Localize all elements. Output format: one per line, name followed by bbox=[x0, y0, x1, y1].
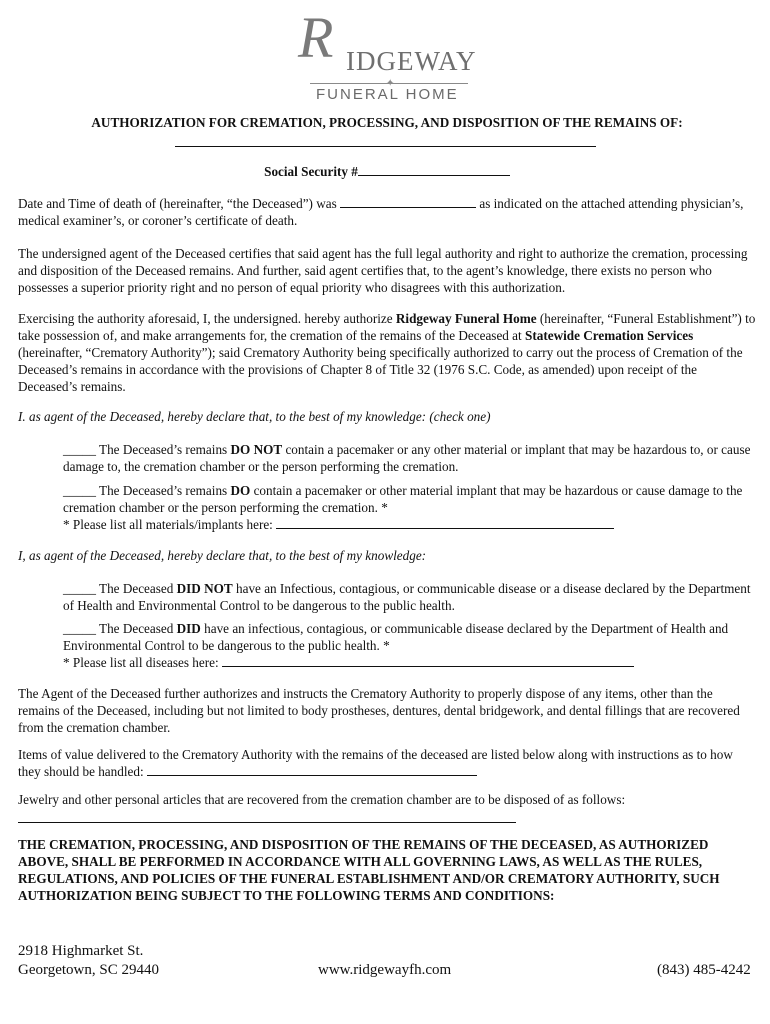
terms-paragraph: THE CREMATION, PROCESSING, AND DISPOSITION OF THE REMAINS OF THE DECEASED, AS AUTHORIZED ABOVE, SHALL BE PERFORMED IN ACCORDANCE WITH ALL GOVERNING LAWS, AS WELL AS THE RULES, REGULATIONS, AND POLICIES OF THE FUNERAL ESTABLISHMENT AND/OR CREMATORY AUTHORITY, SUCH AUTHORIZATION BEING SUBJECT TO THE FOLLOWING TERMS AND CONDITIONS: bbox=[18, 837, 720, 903]
option-emphasis: DID bbox=[176, 621, 201, 636]
logo-initial: R bbox=[298, 5, 334, 70]
footer-street: 2918 Highmarket St. bbox=[18, 943, 144, 959]
footer-phone: (843) 485-4242 bbox=[657, 962, 751, 978]
jewelry-instructions-field[interactable] bbox=[18, 822, 516, 823]
footer-city: Georgetown, SC 29440 bbox=[18, 962, 159, 978]
footer-website[interactable]: www.ridgewayfh.com bbox=[318, 962, 452, 978]
funeral-home-name: Ridgeway Funeral Home bbox=[395, 311, 537, 326]
pacemaker-option-do-not bbox=[63, 441, 755, 475]
disease-did-not-checkbox[interactable]: _____ bbox=[63, 581, 96, 596]
date-time-text: Date and Time of death of (hereinafter, “the Deceased”) was bbox=[18, 196, 337, 211]
funeral-home-logo bbox=[296, 5, 477, 103]
option-text: The Deceased’s remains bbox=[95, 442, 231, 457]
exercising-text-3: (hereinafter, “Crematory Authority”); said Crematory Authority being specifically authorized to carry out the process of Cremation of the Deceased’s remains in accordance with the provisions of Chapter 8 of Title 32 (1976 S.C. Code, as amended) upon receipt of the Deceased’s remains. bbox=[18, 345, 743, 394]
items-of-value-paragraph bbox=[18, 746, 756, 780]
option-text: The Deceased bbox=[95, 581, 177, 596]
option-text: The Deceased bbox=[95, 621, 177, 636]
deceased-name-field[interactable] bbox=[175, 146, 596, 147]
implants-list-field[interactable] bbox=[276, 516, 614, 529]
date-time-text-after: as indicated on the attached attending physician’s, medical examiner’s, or coroner’s certificate of death. bbox=[18, 196, 744, 228]
pacemaker-do-checkbox[interactable]: _____ bbox=[63, 483, 96, 498]
logo-ornament-icon: ✦ bbox=[386, 78, 395, 89]
logo-word: IDGEWAY bbox=[346, 46, 477, 76]
option-text: The Deceased’s remains bbox=[95, 483, 231, 498]
pacemaker-do-not-checkbox[interactable]: _____ bbox=[63, 442, 96, 457]
agent-certification: The undersigned agent of the Deceased certifies that said agent has the full legal authority and right to authorize the cremation, processing and disposition of the Deceased remains. And further, said agent certifies that, to the agent’s knowledge, there exists no person who possesses a superior priority right and no person of equal priority who disagrees with this authorization. bbox=[18, 246, 748, 295]
items-of-value-text: Items of value delivered to the Crematory Authority with the remains of the deceased are listed below along with instructions as to how they should be handled: bbox=[18, 747, 733, 779]
ssn-field[interactable] bbox=[358, 163, 510, 176]
pacemaker-option-do bbox=[63, 482, 755, 533]
diseases-list-field[interactable] bbox=[222, 654, 634, 667]
items-of-value-field[interactable] bbox=[147, 763, 477, 776]
option-text: have an Infectious, contagious, or communicable disease or a disease declared by the Department of Health and Environmental Control to be dangerous to the public health. bbox=[63, 581, 751, 613]
pacemaker-declaration: I. as agent of the Deceased, hereby declare that, to the best of my knowledge: (check one) bbox=[18, 409, 491, 424]
disease-did-checkbox[interactable]: _____ bbox=[63, 621, 96, 636]
implants-list-label: * Please list all materials/implants here: bbox=[63, 517, 273, 532]
option-emphasis: DO bbox=[230, 483, 251, 498]
exercising-authority-paragraph bbox=[18, 310, 756, 395]
date-time-paragraph bbox=[18, 195, 756, 229]
exercising-text-2: (hereinafter, “Funeral Establishment”) to take possession of, and make arrangements for, the cremation of the remains of the Deceased at bbox=[18, 311, 756, 343]
date-time-field[interactable] bbox=[340, 195, 476, 208]
ssn-label: Social Security # bbox=[264, 164, 358, 179]
option-text: have an infectious, contagious, or communicable disease declared by the Department of Health and Environmental Control to be dangerous to the public health. * bbox=[63, 621, 729, 653]
dispose-items-paragraph: The Agent of the Deceased further authorizes and instructs the Crematory Authority to properly dispose of any items, other than the remains of the Deceased, including but not limited to body prostheses, dentures, dental bridgework, and dental fillings that are recovered from the cremation chamber. bbox=[18, 686, 740, 735]
disease-option-did bbox=[63, 620, 755, 671]
exercising-text-1: Exercising the authority aforesaid, I, the undersigned. hereby authorize bbox=[18, 311, 396, 326]
option-emphasis: DID NOT bbox=[176, 581, 233, 596]
option-text: contain a pacemaker or other material implant that may be hazardous or cause damage to the cremation chamber or the person performing the cremation. * bbox=[63, 483, 743, 515]
diseases-list-label: * Please list all diseases here: bbox=[63, 655, 219, 670]
jewelry-paragraph: Jewelry and other personal articles that are recovered from the cremation chamber are to be disposed of as follows: bbox=[18, 792, 626, 807]
option-text: contain a pacemaker or any other material or implant that may be hazardous to, or cause damage to, the cremation chamber or the person performing the cremation. bbox=[63, 442, 751, 474]
disease-declaration: I, as agent of the Deceased, hereby declare that, to the best of my knowledge: bbox=[18, 548, 427, 563]
ssn-line bbox=[18, 163, 756, 180]
document-title: AUTHORIZATION FOR CREMATION, PROCESSING, AND DISPOSITION OF THE REMAINS OF: bbox=[91, 115, 683, 130]
crematory-name: Statewide Cremation Services bbox=[525, 328, 694, 343]
disease-option-did-not bbox=[63, 580, 755, 614]
option-emphasis: DO NOT bbox=[230, 442, 283, 457]
logo-subtitle: FUNERAL HOME bbox=[316, 86, 459, 103]
